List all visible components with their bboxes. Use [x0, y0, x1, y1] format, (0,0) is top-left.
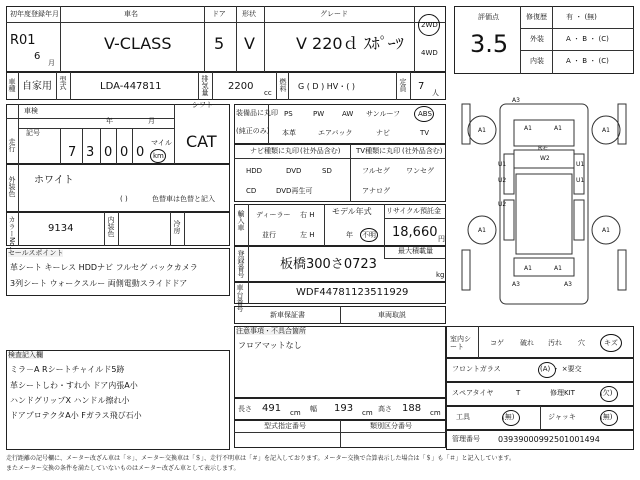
color-no-label: カラーNo.: [8, 216, 16, 249]
color-no-value: 9134: [48, 223, 74, 234]
diagram-label-4: A1: [524, 125, 532, 132]
diagram-label-9: U2: [498, 177, 507, 184]
navi-cd: CD: [246, 187, 257, 195]
vehicle-kind: 自家用: [22, 81, 52, 92]
type-designation-label: 型式指定番号: [264, 422, 306, 430]
equipment-title: 装備品に丸印: [236, 109, 278, 117]
reg-month: 6: [34, 51, 41, 62]
tv-analog: アナログ: [362, 187, 390, 195]
cooling-label: 冷房: [173, 220, 181, 234]
length-label: 長さ: [238, 405, 252, 413]
mileage-digit-5: 0: [136, 145, 145, 160]
capacity-label: 定員: [399, 78, 407, 92]
admin-label: 管理番号: [452, 435, 480, 443]
interior-opt-burn: コゲ: [490, 339, 504, 347]
grade-value: V 220ｄ ｽﾎﾟｰﾂ: [296, 34, 404, 53]
tools-label: 工具: [456, 413, 470, 421]
reg-year: R01: [10, 33, 36, 48]
model-year-unit: 年: [346, 231, 353, 239]
exterior-grade-options: A ・ B ・ (C): [566, 35, 609, 43]
navi-hdd: HDD: [246, 167, 263, 175]
length-value: 491: [262, 403, 282, 414]
new-car-warranty: 新車保証書: [270, 311, 305, 319]
notes-block: [234, 326, 446, 398]
tv-sub: (社外品含む): [402, 147, 443, 155]
chassis-label: 車台番号: [236, 284, 244, 312]
color-note-paren: ( ): [120, 195, 128, 203]
sales-point-title: セールスポイント: [8, 249, 64, 257]
diagram-label-13: A1: [478, 227, 486, 234]
notes-text: フロアマットなし: [238, 341, 302, 350]
navi-sub: (社外品含む): [300, 147, 341, 155]
diagram-label-16: A1: [554, 265, 562, 272]
unit-mile: マイル: [151, 139, 172, 147]
shift-value: CAT: [186, 132, 217, 151]
interior-opt-dirt: 汚れ: [548, 339, 562, 347]
recycle-yen: 円: [438, 235, 445, 243]
interior-opt-hole: 穴: [578, 339, 585, 347]
mileage-digit-3: 0: [104, 145, 113, 160]
body-shape: V: [244, 34, 255, 53]
vehicle-manual: 車両取説: [378, 311, 406, 319]
equip-sunroof: サンルーフ: [366, 110, 401, 118]
diagram-label-18: A3: [564, 281, 572, 288]
equip-ps: PS: [284, 110, 293, 118]
memory-label: 記号: [26, 129, 40, 137]
jack-value: (無): [600, 413, 613, 421]
sales-point-line-2: 3列シート ウォークスルー 両側電動スライドドア: [10, 279, 188, 288]
navi-dvd: DVD: [286, 167, 302, 175]
inspector-line-1: ミラ－A Rシートチャイルド5跡: [10, 365, 125, 374]
damage-diagram: [454, 90, 634, 318]
admin-value: 03939000992501001494: [498, 435, 600, 444]
spare-opt-t: T: [516, 389, 521, 397]
inspection-year-label: 年: [106, 117, 113, 125]
height-value: 188: [402, 403, 422, 414]
exterior-color-label: 外装色: [8, 176, 16, 197]
height-unit: cm: [430, 409, 441, 417]
equip-tv: TV: [420, 129, 430, 137]
equip-abs: ABS: [418, 110, 432, 118]
model-label: 型式: [59, 76, 67, 90]
plate-value: 板橋300さ0723: [280, 257, 377, 272]
class-number-label: 類別区分番号: [370, 422, 412, 430]
navi-dvd-play: DVD再生可: [276, 187, 313, 195]
vehicle-kind-label: 車種: [8, 78, 16, 92]
import-dealer: ディーラー: [256, 211, 291, 219]
length-unit: cm: [290, 409, 301, 417]
score-value: 3.5: [470, 30, 509, 58]
car-body-outline: [462, 104, 626, 304]
equip-pw: PW: [313, 110, 325, 118]
import-left: 左 H: [300, 231, 315, 239]
import-right: 右 H: [300, 211, 315, 219]
equip-navi: ナビ: [376, 129, 390, 137]
tv-oneseg: ワンセグ: [406, 167, 434, 175]
mileage-digit-2: 3: [86, 145, 95, 160]
notes-title: 注意事項・不具合箇所: [236, 327, 306, 335]
diagram-label-8: U1: [498, 161, 507, 168]
spare-tire-label: スペアタイヤ: [452, 389, 494, 397]
displacement-label: 排気量: [201, 75, 209, 96]
fuel-label: 燃料: [279, 78, 287, 92]
spec-row: [6, 72, 446, 100]
tv-title: TV種類に丸印: [356, 147, 401, 155]
navi-sd: SD: [322, 167, 332, 175]
width-unit: cm: [362, 409, 373, 417]
plate-label: 登録番号: [237, 250, 245, 278]
color-note: 色替車は色替と記入: [152, 195, 215, 203]
inspection-month-label: 月: [148, 117, 155, 125]
door-count: 5: [214, 34, 225, 53]
import-label: 輸入車: [237, 210, 245, 231]
interior-color-label: 内装色: [107, 216, 115, 237]
navi-title: ナビ種類に丸印: [250, 147, 299, 155]
front-glass-label: フロントガラス: [452, 365, 501, 373]
max-load-unit: kg: [436, 271, 445, 279]
inspector-line-3: ハンドグリップX ハンドル擦れ小: [10, 396, 130, 405]
inspector-line-4: ドアプロテクタA小 Fガラス飛び石小: [10, 411, 142, 420]
diagram-label-6: W2: [540, 155, 550, 162]
footnote-line-2: またメーター交換の条件を満たしていないものはメーター改ざん車として表示します。: [6, 465, 240, 472]
exterior-color-value: ホワイト: [34, 175, 74, 186]
footnote-line-1: 走行距離の記号欄に、メーター改ざん車は「＊」、メーター交換車は「＄」、走行不明車は「＃」を記入しております。メーター交換で合算表示した場合は「＄」も「＃」と記入しています。: [6, 455, 516, 462]
drive-4wd: 4WD: [421, 49, 438, 57]
car-name: V-CLASS: [104, 34, 172, 53]
diagram-label-17: A3: [512, 281, 520, 288]
inspector-title: 検査記入欄: [8, 351, 43, 359]
drive-2wd: 2WD: [421, 21, 438, 29]
equip-leather: 本革: [282, 129, 296, 137]
interior-grade-options: A ・ B ・ (C): [566, 57, 609, 65]
interior-opt-tear: 破れ: [520, 339, 534, 347]
cc-unit: cc: [264, 89, 272, 97]
fuel-options: G ( D ) HV・( ): [298, 82, 356, 91]
inspector-line-2: 革シートしわ・すれ小 ドア内張A小: [10, 381, 138, 390]
wheels: [468, 116, 620, 244]
tools-value: (無): [502, 413, 515, 421]
mileage-digit-1: 7: [68, 145, 77, 160]
recycle-label: リサイクル預託金: [386, 207, 442, 215]
diagram-label-5: A1: [554, 125, 562, 132]
displacement-value: 2200: [228, 81, 254, 92]
interior-state-label: 室内シート: [450, 335, 471, 351]
width-value: 193: [334, 403, 354, 414]
diagram-label-14: A1: [602, 227, 610, 234]
diagram-label-1: A3: [512, 97, 520, 104]
equipment-subtitle: (純正のみ): [236, 127, 270, 135]
model-year-label: モデル年式: [332, 207, 372, 216]
diagram-label-11: U1: [576, 177, 585, 184]
repair-options: 有 ・ (無): [566, 13, 597, 21]
score-label: 評価点: [478, 13, 499, 21]
exterior-grade-label: 外装: [530, 35, 544, 43]
capacity-unit: 人: [432, 89, 439, 97]
interior-opt-scratch: キズ: [604, 339, 618, 347]
distance-label: 走行: [8, 138, 16, 152]
shape-label: 形状: [242, 10, 256, 18]
capacity-value: 7: [418, 81, 425, 92]
grade-label: グレード: [320, 10, 348, 18]
car-name-label: 車名: [124, 10, 138, 18]
jack-label: ジャッキ: [548, 413, 576, 421]
model-value: LDA-447811: [100, 81, 162, 92]
spare-opt-kit: 修理KIT: [550, 389, 575, 397]
model-year-unknown: 不明: [362, 231, 376, 239]
equip-airbag: エアバック: [318, 129, 353, 137]
diagram-label-12: U2: [498, 201, 507, 208]
import-parallel: 並行: [262, 231, 276, 239]
diagram-label-7: Rモ: [538, 145, 549, 152]
inspection-label: 車検: [24, 107, 38, 115]
equip-aw: AW: [342, 110, 354, 118]
max-load-label: 最大積載量: [398, 247, 433, 255]
tv-fullseg: フルセグ: [362, 167, 390, 175]
sales-point-line-1: 革シート キーレス HDDナビ フルセグ バックカメラ: [10, 263, 198, 272]
interior-grade-label: 内装: [530, 57, 544, 65]
door-label: ドア: [212, 10, 226, 18]
chassis-value: WDF44781123511929: [296, 287, 409, 298]
shift-label: シフト: [192, 101, 213, 109]
spare-opt-missing: (欠): [600, 389, 613, 397]
diagram-label-10: U1: [576, 161, 585, 168]
reg-year-label: 初年度登録年月: [10, 10, 59, 18]
diagram-label-15: A1: [524, 265, 532, 272]
recycle-value: 18,660: [392, 225, 438, 240]
diagram-label-2: A1: [478, 127, 486, 134]
front-glass-options: (A) ・ ×要交: [540, 365, 582, 373]
diagram-label-3: A1: [602, 127, 610, 134]
mileage-digit-4: 0: [120, 145, 129, 160]
width-label: 幅: [310, 405, 317, 413]
exterior-color-block: [6, 164, 230, 212]
unit-km: km: [153, 152, 164, 160]
repair-label: 修復歴: [526, 13, 547, 21]
month-unit: 月: [48, 59, 55, 67]
height-label: 高さ: [378, 405, 392, 413]
